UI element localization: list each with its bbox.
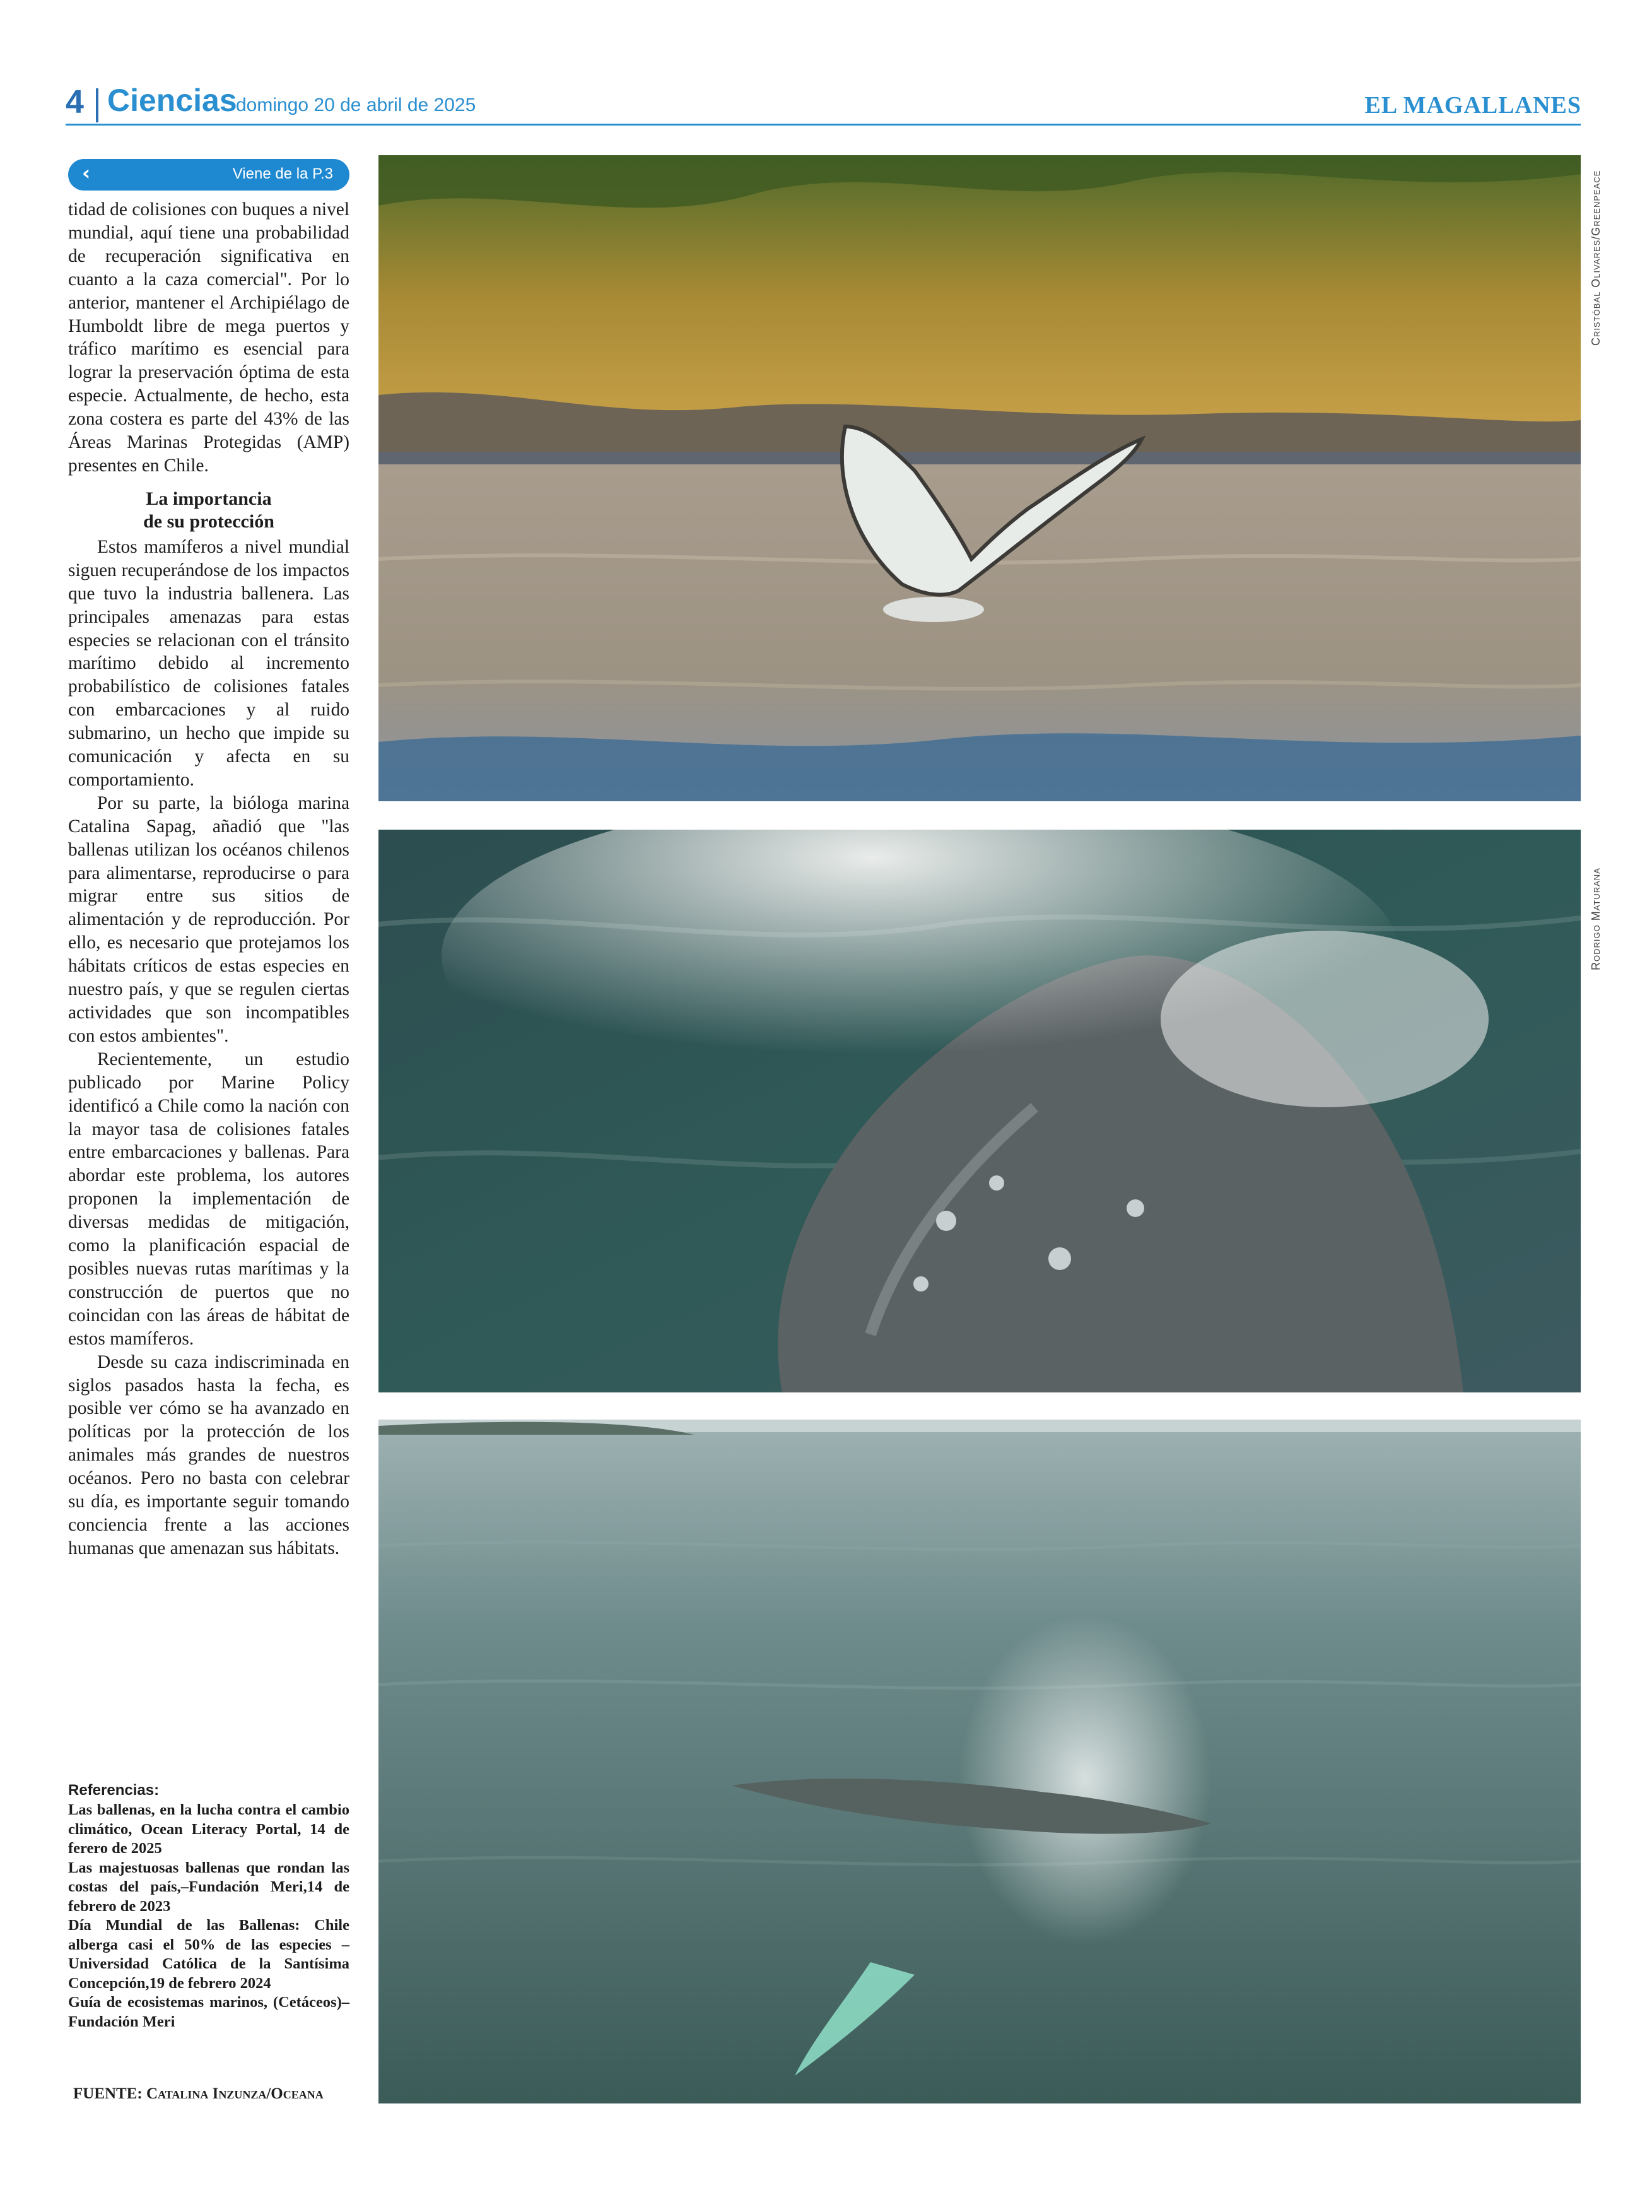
source-name: Catalina Inzunza/Oceana xyxy=(146,2085,324,2102)
article-subheading xyxy=(68,488,349,533)
source-label: FUENTE: xyxy=(73,2085,143,2102)
article-paragraph: Recientemente, un estudio publicado por Marine Policy identificó a Chile como la nación con la mayor tasa de colisiones fatales entre embarcaciones y ballenas. Para abordar este problema, los autores proponen la implementación de diversas medidas de mitigación, como la planificación espacial de posibles nuevas rutas marítimas y la construcción de puertos que no coincidan con las áreas de hábitat de estos mamíferos. xyxy=(68,1049,349,1349)
article-column xyxy=(68,159,349,1560)
photo-credit: Rodrigo Maturana xyxy=(1590,868,1602,970)
article-paragraph: Estos mamíferos a nivel mundial siguen recuperándose de los impactos que tuvo la industria ballenera. Las principales amenazas para estas especies se relacionan con el tránsito marítimo debido al incremento probabilístico de colisiones fatales con embarcaciones y al ruido submarino, un hecho que impide su comunicación y afecta en su comportamiento. xyxy=(68,536,349,790)
page-number: 4 xyxy=(66,84,84,121)
publication-name: EL MAGALLANES xyxy=(1364,92,1581,119)
article-body xyxy=(68,198,349,1560)
photo-whale-tail xyxy=(378,155,1581,801)
article-paragraph: tidad de colisiones con buques a nivel mundial, aquí tiene una probabilidad de recuperación significativa en cuanto a la caza comercial". Por lo anterior, mantener el Archipiélago de Humboldt libre de mega puertos y tráfico marítimo es esencial para lograr la preservación óptima de esta especie. Actualmente, de hecho, esta zona costera es parte del 43% de las Áreas Marinas Protegidas (AMP) presentes en Chile. xyxy=(68,199,349,476)
photo-whale-surfacing xyxy=(378,830,1581,1392)
section-title: Ciencias xyxy=(107,83,237,118)
chevron-left-icon: ‹ xyxy=(82,161,91,185)
header-divider xyxy=(96,88,98,122)
article-paragraph: Por su parte, la bióloga marina Catalina Sapag, añadió que "las ballenas utilizan los océanos chilenos para alimentarse, reproducirse o para migrar entre sus sitios de alimentación y de reproducción. Por ello, es necesario que protejamos los hábitats críticos de estas especies en nuestro país, y que se regulen ciertas actividades que son incompatibles con estos ambientes". xyxy=(68,792,349,1046)
continued-from-link[interactable] xyxy=(68,159,349,191)
continued-from-label: Viene de la P.3 xyxy=(232,165,333,182)
issue-date: domingo 20 de abril de 2025 xyxy=(236,95,476,115)
reference-item: Guía de ecosistemas marinos, (Cetáceos)– Fundación Meri xyxy=(68,1994,349,2030)
subheading-line: de su protección xyxy=(143,510,274,532)
whale-blow-illustration xyxy=(378,1420,1581,2103)
references-title: Referencias: xyxy=(68,1782,160,1799)
article-paragraph: Desde su caza indiscriminada en siglos pasados hasta la fecha, es posible ver cómo se ha avanzado en políticas por la protección de los animales más grandes de nuestros océanos. Pero no basta con celebrar su día, es importante seguir tomando conciencia frente a las acciones humanas que amenazan sus hábitats. xyxy=(68,1351,349,1558)
references-box xyxy=(68,1780,349,2032)
source-line xyxy=(73,2086,324,2102)
whale-surfacing-illustration xyxy=(378,830,1581,1392)
reference-item: Las ballenas, en la lucha contra el cambio climático, Ocean Literacy Portal, 14 de ferero de 2025 xyxy=(68,1801,349,1857)
reference-item: Las majestuosas ballenas que rondan las costas del país,–Fundación Meri,14 de febrero de 2023 xyxy=(68,1859,349,1915)
whale-tail-illustration xyxy=(378,155,1581,801)
photo-whale-blow xyxy=(378,1420,1581,2103)
subheading-line: La importancia xyxy=(146,488,272,509)
reference-item: Día Mundial de las Ballenas: Chile alberga casi el 50% de las especies – Universidad Católica de la Santísima Concepción,19 de febrero 2024 xyxy=(68,1917,349,1992)
header-rule xyxy=(66,124,1581,126)
photo-credit: Cristóbal Olivares/Greenpeace xyxy=(1590,170,1602,346)
page-header xyxy=(0,0,1652,126)
